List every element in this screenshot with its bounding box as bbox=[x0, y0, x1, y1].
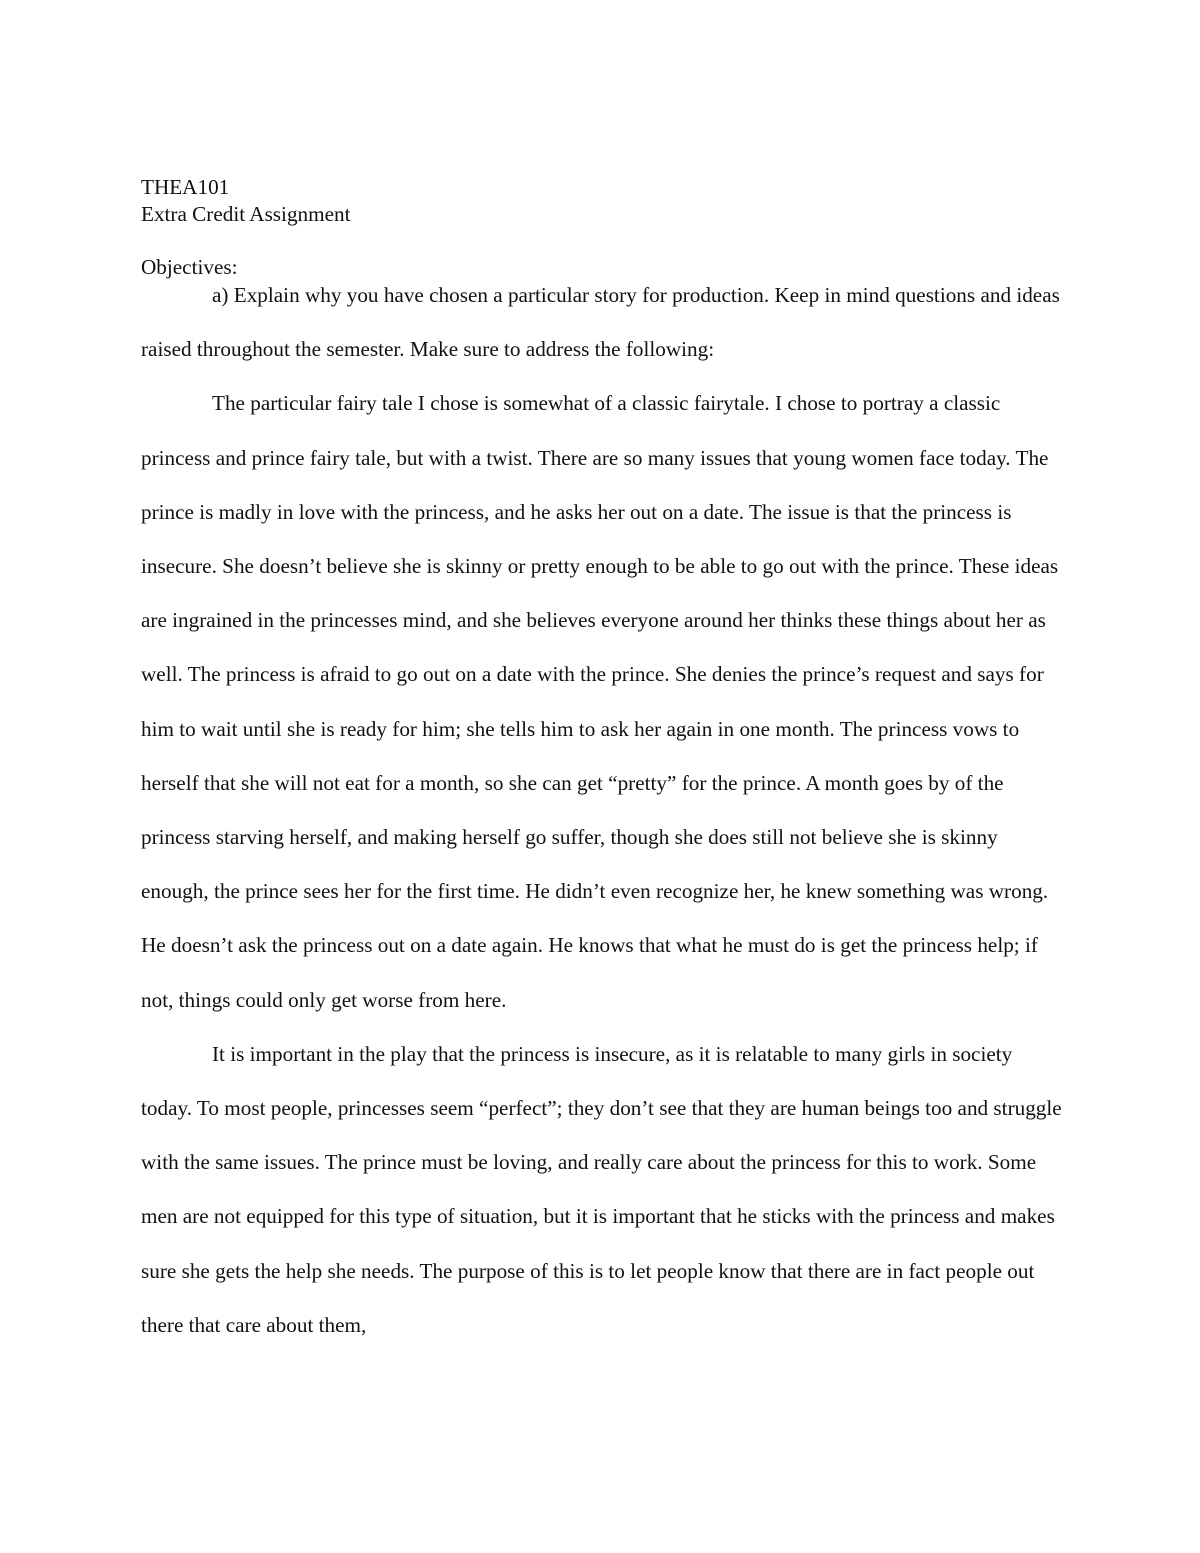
document-content bbox=[141, 174, 1066, 1352]
course-code: THEA101 bbox=[141, 175, 230, 199]
body-paragraph-2: It is important in the play that the princess is insecure, as it is relatable to many girls in society today. To most people, princesses seem “perfect”; they don’t see that they are human beings too and struggle with the same issues. The prince must be loving, and really care about the princess for this to work. Some men are not equipped for this type of situation, but it is important that he sticks with the princess and makes sure she gets the help she needs. The purpose of this is to let people know that there are in fact people out there that care about them, bbox=[141, 1041, 1062, 1337]
body-paragraph-1: The particular fairy tale I chose is somewhat of a classic fairytale. I chose to portray a classic princess and prince fairy tale, but with a twist. There are so many issues that young women face today. The prince is madly in love with the princess, and he asks her out on a date. The issue is that the princess is insecure. She doesn’t believe she is skinny or pretty enough to be able to go out with the prince. These ideas are ingrained in the princesses mind, and she believes everyone around her thinks these things about her as well. The princess is afraid to go out on a date with the prince. She denies the prince’s request and says for him to wait until she is ready for him; she tells him to ask her again in one month. The princess vows to herself that she will not eat for a month, so she can get “pretty” for the prince. A month goes by of the princess starving herself, and making herself go suffer, though she does still not believe she is skinny enough, the prince sees her for the first time. He didn’t even recognize her, he knew something was wrong. He doesn’t ask the princess out on a date again. He knows that what he must do is get the princess help; if not, things could only get worse from here. bbox=[141, 391, 1059, 1012]
objective-item-a: a) Explain why you have chosen a particular story for production. Keep in mind questions and ideas raised throughout the semester. Make sure to address the following: bbox=[141, 283, 1060, 362]
objectives-label: Objectives: bbox=[141, 255, 238, 279]
assignment-title: Extra Credit Assignment bbox=[141, 202, 351, 226]
